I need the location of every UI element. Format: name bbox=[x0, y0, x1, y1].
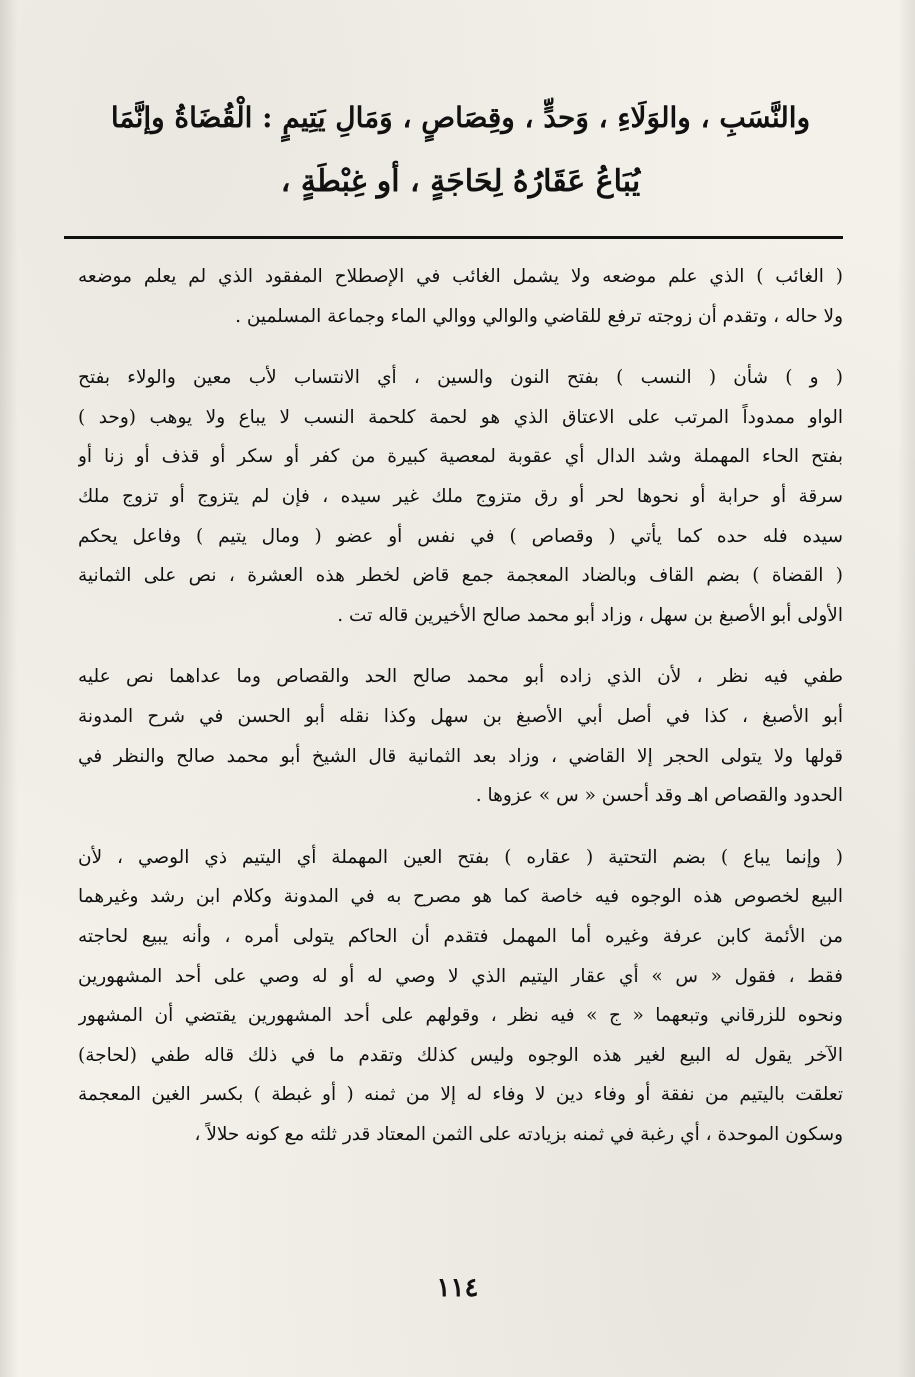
commentary-line: ( وإنما يباع ) بضم التحتية ( عقاره ) بفتح العين المهملة أي اليتيم ذي الوصي ، لأن bbox=[78, 846, 843, 868]
matn-commentary-divider bbox=[64, 236, 843, 239]
page-edge-shadow-right bbox=[897, 0, 915, 1377]
commentary-line: ونحوه للزرقاني وتبعهما « ج » فيه نظر ، وقولهم على أحد المشهورين يقتضي أن المشهور bbox=[78, 1005, 843, 1027]
commentary-line: الحدود والقصاص اهـ وقد أحسن « س » عزوها . bbox=[475, 785, 843, 807]
matn-text bbox=[108, 86, 813, 214]
page-number: ١١٤ bbox=[436, 1273, 479, 1303]
commentary-paragraph-4 bbox=[78, 838, 843, 1155]
commentary-line: ( الغائب ) الذي علم موضعه ولا يشمل الغائب في الإصطلاح المفقود الذي لم يعلم موضعه bbox=[78, 266, 843, 287]
commentary-line: سرقة أو حرابة أو نحوها لحر أو رق متزوج ملك غير سيده ، فإن لم يتزوج أو تزوج ملك bbox=[78, 485, 843, 507]
commentary-line: أبو الأصبغ ، كذا في أصل أبي الأصبغ بن سهل وكذا نقله أبو الحسن في شرح المدونة bbox=[78, 705, 843, 727]
commentary-line: بفتح الحاء المهملة وشد الدال أي عقوبة لمعصية كبيرة من كفر أو سكر أو قذف أو زنا أو bbox=[78, 446, 843, 468]
commentary-line: وسكون الموحدة ، أي رغبة في ثمنه بزيادته على الثمن المعتاد قدر ثلثه مع كونه حلالاً ، bbox=[194, 1123, 843, 1145]
commentary-section bbox=[78, 257, 843, 1154]
commentary-line: الآخر يقول له البيع لغير هذه الوجوه وليس كذلك وتقدم ما في ذلك قاله طفي (لحاجة) bbox=[78, 1044, 843, 1066]
commentary-line: تعلقت باليتيم من نفقة أو وفاء دين لا وفاء له إلا من ثمنه ( أو غبطة ) بكسر الغين المعجمة bbox=[78, 1084, 843, 1106]
commentary-paragraph-3 bbox=[78, 657, 843, 815]
commentary-paragraph-1 bbox=[78, 257, 843, 336]
commentary-line: الأولى أبو الأصبغ بن سهل ، وزاد أبو محمد صالح الأخيرين قاله تت . bbox=[337, 604, 843, 626]
commentary-line: البيع لخصوص هذه الوجوه فيه خاصة كما هو مصرح به في المدونة وكلام ابن رشد وغيرهما bbox=[78, 886, 843, 908]
commentary-line: ( القضاة ) بضم القاف وبالضاد المعجمة جمع قاض لخطر هذه العشرة ، نص على الثمانية bbox=[78, 565, 843, 587]
commentary-line: قولها ولا يتولى الحجر إلا القاضي ، وزاد بعد الثمانية قال الشيخ أبو محمد صالح والنظر في bbox=[78, 745, 843, 767]
matn-line: والنَّسَبِ ، والوَلَاءِ ، وَحدٍّ ، وقِصَاصٍ ، وَمَالِ يَتِيمٍ : الْقُضَاةُ وإنَّمَا bbox=[110, 101, 811, 134]
matn-line: يُبَاعُ عَقَارُهُ لِحَاجَةٍ ، أو غِبْطَةٍ ، bbox=[280, 164, 641, 199]
commentary-line: ولا حاله ، وتقدم أن زوجته ترفع للقاضي والوالي ووالي الماء وجماعة المسلمين . bbox=[235, 305, 843, 327]
commentary-line: الواو ممدوداً المرتب على الاعتاق الذي هو لحمة كلحمة النسب لا يباع ولا يوهب (وحد ) bbox=[78, 406, 843, 428]
page-edge-shadow-left bbox=[0, 0, 18, 1377]
commentary-paragraph-2 bbox=[78, 358, 843, 635]
commentary-line: من الأئمة كابن عرفة وغيره أما المهمل فتقدم أن الحاكم يتولى أمره ، وأنه يبيع لحاجته bbox=[78, 925, 843, 947]
commentary-line: سيده فله حده كما يأتي ( وقصاص ) في نفس أو عضو ( ومال يتيم ) وفاعل يحكم bbox=[78, 525, 843, 547]
commentary-line: طفي فيه نظر ، لأن الذي زاده أبو محمد صالح الحد والقصاص وما عداهما نص عليه bbox=[78, 666, 843, 688]
commentary-line: فقط ، فقول « س » أي عقار اليتيم الذي لا وصي له أو له وصي على أحد المشهورين bbox=[78, 965, 843, 987]
commentary-line: ( و ) شأن ( النسب ) بفتح النون والسين ، أي الانتساب لأب معين والولاء بفتح bbox=[78, 367, 843, 389]
